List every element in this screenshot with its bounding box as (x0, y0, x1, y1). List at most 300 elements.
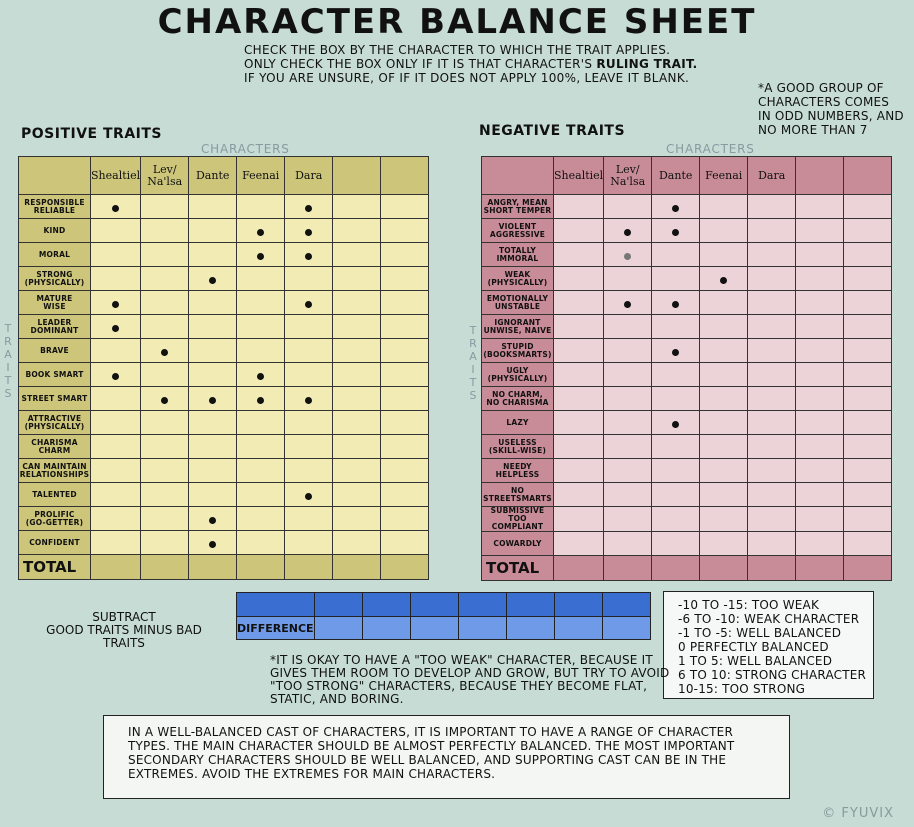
negative-checkbox-cell[interactable] (604, 267, 652, 291)
positive-checkbox-cell[interactable] (91, 531, 141, 555)
positive-total-cell[interactable] (141, 555, 189, 580)
negative-checkbox-cell[interactable] (554, 315, 604, 339)
negative-traits-title: NEGATIVE TRAITS (479, 123, 626, 139)
negative-checkbox-cell[interactable] (844, 267, 892, 291)
negative-checkbox-cell[interactable] (700, 363, 748, 387)
negative-checkbox-cell[interactable] (604, 363, 652, 387)
negative-checkbox-cell[interactable] (554, 483, 604, 507)
negative-checkbox-cell[interactable] (748, 459, 796, 483)
difference-cell[interactable] (314, 617, 362, 640)
positive-trait-label: CAN MAINTAIN RELATIONSHIPS (19, 459, 91, 483)
negative-checkbox-cell[interactable] (700, 219, 748, 243)
positive-character-header: Dara (285, 157, 333, 195)
negative-checkbox-cell[interactable] (700, 411, 748, 435)
negative-checkbox-cell[interactable] (700, 483, 748, 507)
positive-checkbox-cell[interactable] (189, 291, 237, 315)
positive-character-header (381, 157, 429, 195)
check-mark-dot (112, 301, 119, 308)
positive-checkbox-cell[interactable] (333, 507, 381, 531)
positive-checkbox-cell[interactable] (189, 363, 237, 387)
positive-total-cell[interactable] (285, 555, 333, 580)
positive-checkbox-cell[interactable] (91, 483, 141, 507)
negative-trait-label: UGLY (PHYSICALLY) (482, 363, 554, 387)
positive-trait-row (19, 363, 429, 387)
negative-checkbox-cell[interactable] (652, 532, 700, 556)
negative-checkbox-cell[interactable] (796, 291, 844, 315)
difference-cell[interactable] (237, 593, 315, 617)
negative-checkbox-cell[interactable] (700, 459, 748, 483)
check-mark-dot (305, 205, 312, 212)
positive-checkbox-cell[interactable] (237, 195, 285, 219)
difference-cell[interactable] (410, 617, 458, 640)
positive-checkbox-cell[interactable] (237, 315, 285, 339)
difference-cell[interactable] (602, 617, 650, 640)
negative-checkbox-cell[interactable] (700, 532, 748, 556)
positive-checkbox-cell[interactable] (381, 339, 429, 363)
positive-checkbox-cell[interactable] (141, 507, 189, 531)
positive-checkbox-cell[interactable] (141, 339, 189, 363)
negative-checkbox-cell[interactable] (652, 435, 700, 459)
positive-checkbox-cell[interactable] (237, 291, 285, 315)
check-mark-dot (257, 373, 264, 380)
positive-trait-label: STREET SMART (19, 387, 91, 411)
negative-checkbox-cell[interactable] (604, 411, 652, 435)
negative-checkbox-cell[interactable] (700, 339, 748, 363)
negative-checkbox-cell[interactable] (554, 532, 604, 556)
positive-checkbox-cell[interactable] (333, 315, 381, 339)
negative-checkbox-cell[interactable] (844, 291, 892, 315)
negative-checkbox-cell[interactable] (652, 195, 700, 219)
positive-trait-label: ATTRACTIVE (PHYSICALLY) (19, 411, 91, 435)
negative-checkbox-cell[interactable] (748, 411, 796, 435)
positive-checkbox-cell[interactable] (237, 459, 285, 483)
positive-checkbox-cell[interactable] (141, 195, 189, 219)
positive-checkbox-cell[interactable] (189, 507, 237, 531)
negative-checkbox-cell[interactable] (604, 387, 652, 411)
negative-checkbox-cell[interactable] (604, 532, 652, 556)
negative-checkbox-cell[interactable] (796, 483, 844, 507)
positive-checkbox-cell[interactable] (381, 195, 429, 219)
positive-checkbox-cell[interactable] (189, 459, 237, 483)
positive-total-cell[interactable] (237, 555, 285, 580)
positive-checkbox-cell[interactable] (91, 435, 141, 459)
negative-checkbox-cell[interactable] (554, 459, 604, 483)
check-mark-dot (209, 517, 216, 524)
negative-checkbox-cell[interactable] (748, 435, 796, 459)
negative-checkbox-cell[interactable] (796, 507, 844, 532)
positive-trait-label: TALENTED (19, 483, 91, 507)
positive-checkbox-cell[interactable] (141, 363, 189, 387)
negative-total-cell[interactable] (652, 556, 700, 581)
positive-checkbox-cell[interactable] (141, 387, 189, 411)
positive-checkbox-cell[interactable] (141, 291, 189, 315)
positive-character-header (333, 157, 381, 195)
positive-checkbox-cell[interactable] (381, 459, 429, 483)
negative-checkbox-cell[interactable] (652, 459, 700, 483)
negative-total-cell[interactable] (554, 556, 604, 581)
difference-cell[interactable] (362, 593, 410, 617)
positive-checkbox-cell[interactable] (285, 315, 333, 339)
negative-checkbox-cell[interactable] (748, 507, 796, 532)
positive-checkbox-cell[interactable] (285, 243, 333, 267)
positive-checkbox-cell[interactable] (237, 363, 285, 387)
positive-checkbox-cell[interactable] (285, 291, 333, 315)
positive-checkbox-cell[interactable] (285, 435, 333, 459)
positive-trait-row (19, 531, 429, 555)
negative-trait-row (482, 363, 892, 387)
positive-checkbox-cell[interactable] (333, 483, 381, 507)
positive-total-cell[interactable] (189, 555, 237, 580)
negative-checkbox-cell[interactable] (604, 243, 652, 267)
negative-checkbox-cell[interactable] (796, 219, 844, 243)
negative-trait-row (482, 411, 892, 435)
positive-checkbox-cell[interactable] (285, 339, 333, 363)
negative-total-cell[interactable] (604, 556, 652, 581)
negative-checkbox-cell[interactable] (652, 339, 700, 363)
positive-checkbox-cell[interactable] (189, 243, 237, 267)
positive-checkbox-cell[interactable] (381, 531, 429, 555)
negative-checkbox-cell[interactable] (554, 243, 604, 267)
negative-trait-row (482, 243, 892, 267)
negative-checkbox-cell[interactable] (554, 411, 604, 435)
positive-checkbox-cell[interactable] (91, 195, 141, 219)
negative-checkbox-cell[interactable] (604, 339, 652, 363)
negative-checkbox-cell[interactable] (604, 291, 652, 315)
positive-checkbox-cell[interactable] (141, 219, 189, 243)
positive-checkbox-cell[interactable] (381, 411, 429, 435)
negative-checkbox-cell[interactable] (748, 363, 796, 387)
check-mark-dot (672, 349, 679, 356)
positive-checkbox-cell[interactable] (237, 339, 285, 363)
negative-checkbox-cell[interactable] (844, 387, 892, 411)
positive-checkbox-cell[interactable] (91, 243, 141, 267)
difference-cell[interactable] (362, 617, 410, 640)
negative-checkbox-cell[interactable] (796, 411, 844, 435)
check-mark-dot (112, 205, 119, 212)
negative-trait-row (482, 339, 892, 363)
positive-checkbox-cell[interactable] (333, 291, 381, 315)
negative-checkbox-cell[interactable] (604, 507, 652, 532)
check-mark-dot (305, 493, 312, 500)
negative-checkbox-cell[interactable] (748, 267, 796, 291)
positive-checkbox-cell[interactable] (237, 531, 285, 555)
positive-total-cell[interactable] (91, 555, 141, 580)
negative-checkbox-cell[interactable] (796, 195, 844, 219)
negative-checkbox-cell[interactable] (748, 315, 796, 339)
positive-trait-row (19, 315, 429, 339)
positive-trait-label: CHARISMA CHARM (19, 435, 91, 459)
positive-checkbox-cell[interactable] (333, 243, 381, 267)
positive-trait-label: BOOK SMART (19, 363, 91, 387)
negative-checkbox-cell[interactable] (748, 291, 796, 315)
positive-total-row (19, 555, 429, 580)
positive-checkbox-cell[interactable] (237, 411, 285, 435)
negative-checkbox-cell[interactable] (844, 483, 892, 507)
negative-checkbox-cell[interactable] (554, 195, 604, 219)
check-mark-dot (720, 277, 727, 284)
positive-checkbox-cell[interactable] (333, 363, 381, 387)
positive-trait-row (19, 411, 429, 435)
negative-checkbox-cell[interactable] (844, 219, 892, 243)
negative-checkbox-cell[interactable] (700, 435, 748, 459)
positive-checkbox-cell[interactable] (189, 267, 237, 291)
negative-checkbox-cell[interactable] (652, 315, 700, 339)
negative-checkbox-cell[interactable] (604, 315, 652, 339)
negative-checkbox-cell[interactable] (844, 435, 892, 459)
positive-checkbox-cell[interactable] (333, 411, 381, 435)
negative-checkbox-cell[interactable] (700, 267, 748, 291)
negative-checkbox-cell[interactable] (700, 507, 748, 532)
negative-checkbox-cell[interactable] (604, 219, 652, 243)
negative-checkbox-cell[interactable] (796, 243, 844, 267)
check-mark-dot (305, 253, 312, 260)
page-title: CHARACTER BALANCE SHEET (157, 2, 757, 42)
positive-checkbox-cell[interactable] (381, 243, 429, 267)
negative-checkbox-cell[interactable] (796, 532, 844, 556)
negative-checkbox-cell[interactable] (748, 195, 796, 219)
positive-trait-row (19, 435, 429, 459)
instruction-line-1: CHECK THE BOX BY THE CHARACTER TO WHICH THE TRAIT APPLIES. (244, 43, 671, 57)
negative-trait-row (482, 315, 892, 339)
negative-trait-row (482, 483, 892, 507)
positive-checkbox-cell[interactable] (285, 459, 333, 483)
negative-checkbox-cell[interactable] (700, 315, 748, 339)
positive-checkbox-cell[interactable] (381, 363, 429, 387)
positive-checkbox-cell[interactable] (237, 387, 285, 411)
positive-checkbox-cell[interactable] (141, 435, 189, 459)
negative-checkbox-cell[interactable] (748, 387, 796, 411)
negative-checkbox-cell[interactable] (796, 459, 844, 483)
negative-checkbox-cell[interactable] (844, 315, 892, 339)
positive-checkbox-cell[interactable] (285, 267, 333, 291)
positive-checkbox-cell[interactable] (91, 219, 141, 243)
positive-checkbox-cell[interactable] (333, 459, 381, 483)
negative-checkbox-cell[interactable] (844, 532, 892, 556)
cast-balance-note-box (103, 715, 790, 799)
positive-checkbox-cell[interactable] (141, 243, 189, 267)
positive-checkbox-cell[interactable] (237, 267, 285, 291)
negative-checkbox-cell[interactable] (652, 291, 700, 315)
negative-total-cell[interactable] (700, 556, 748, 581)
negative-checkbox-cell[interactable] (796, 315, 844, 339)
positive-checkbox-cell[interactable] (189, 411, 237, 435)
negative-checkbox-cell[interactable] (604, 195, 652, 219)
positive-checkbox-cell[interactable] (333, 339, 381, 363)
negative-checkbox-cell[interactable] (844, 363, 892, 387)
negative-checkbox-cell[interactable] (652, 507, 700, 532)
positive-checkbox-cell[interactable] (285, 195, 333, 219)
positive-checkbox-cell[interactable] (333, 531, 381, 555)
difference-cell[interactable] (602, 593, 650, 617)
positive-checkbox-cell[interactable] (189, 339, 237, 363)
positive-checkbox-cell[interactable] (237, 243, 285, 267)
negative-checkbox-cell[interactable] (652, 363, 700, 387)
negative-checkbox-cell[interactable] (554, 291, 604, 315)
positive-checkbox-cell[interactable] (381, 435, 429, 459)
negative-checkbox-cell[interactable] (700, 195, 748, 219)
positive-checkbox-cell[interactable] (189, 219, 237, 243)
difference-cell[interactable] (458, 593, 506, 617)
cast-balance-note: IN A WELL-BALANCED CAST OF CHARACTERS, IT IS IMPORTANT TO HAVE A RANGE OF CHARACTER TYPES. THE MAIN CHARACTER SHOULD BE ALMOST PERFECTLY BALANCED. THE MOST IMPORTANT SECONDARY CHARACTERS SHOULD BE WELL BALANCED, AND SUPPORTING CAST CAN BE IN THE EXTREMES. AVOID THE EXTREMES FOR MAIN CHARACTERS. (128, 725, 735, 781)
negative-total-cell[interactable] (748, 556, 796, 581)
negative-checkbox-cell[interactable] (796, 363, 844, 387)
negative-checkbox-cell[interactable] (604, 435, 652, 459)
positive-checkbox-cell[interactable] (237, 219, 285, 243)
positive-trait-row (19, 291, 429, 315)
positive-checkbox-cell[interactable] (141, 267, 189, 291)
negative-checkbox-cell[interactable] (554, 267, 604, 291)
negative-trait-row (482, 507, 892, 532)
positive-total-cell[interactable] (381, 555, 429, 580)
positive-checkbox-cell[interactable] (237, 483, 285, 507)
positive-checkbox-cell[interactable] (91, 291, 141, 315)
positive-checkbox-cell[interactable] (91, 387, 141, 411)
difference-cell[interactable] (410, 593, 458, 617)
positive-checkbox-cell[interactable] (141, 483, 189, 507)
negative-checkbox-cell[interactable] (796, 387, 844, 411)
difference-value-row (237, 593, 651, 617)
negative-checkbox-cell[interactable] (844, 507, 892, 532)
positive-checkbox-cell[interactable] (381, 219, 429, 243)
negative-trait-label: STUPID (BOOKSMARTS) (482, 339, 554, 363)
difference-cell[interactable] (506, 593, 554, 617)
negative-checkbox-cell[interactable] (554, 387, 604, 411)
negative-checkbox-cell[interactable] (844, 339, 892, 363)
positive-checkbox-cell[interactable] (189, 315, 237, 339)
positive-checkbox-cell[interactable] (381, 267, 429, 291)
check-mark-dot (257, 253, 264, 260)
positive-checkbox-cell[interactable] (91, 459, 141, 483)
positive-checkbox-cell[interactable] (141, 459, 189, 483)
positive-checkbox-cell[interactable] (381, 315, 429, 339)
positive-checkbox-cell[interactable] (333, 435, 381, 459)
check-mark-dot (257, 229, 264, 236)
positive-checkbox-cell[interactable] (91, 363, 141, 387)
negative-checkbox-cell[interactable] (652, 483, 700, 507)
positive-checkbox-cell[interactable] (381, 483, 429, 507)
positive-total-cell[interactable] (333, 555, 381, 580)
negative-checkbox-cell[interactable] (604, 483, 652, 507)
difference-cell[interactable] (506, 617, 554, 640)
negative-checkbox-cell[interactable] (652, 243, 700, 267)
negative-trait-label: NO STREETSMARTS (482, 483, 554, 507)
negative-checkbox-cell[interactable] (652, 219, 700, 243)
negative-traits-table (481, 156, 892, 581)
negative-checkbox-cell[interactable] (652, 411, 700, 435)
positive-checkbox-cell[interactable] (91, 339, 141, 363)
positive-checkbox-cell[interactable] (189, 387, 237, 411)
positive-checkbox-cell[interactable] (91, 315, 141, 339)
negative-checkbox-cell[interactable] (748, 339, 796, 363)
negative-checkbox-cell[interactable] (796, 267, 844, 291)
negative-trait-row (482, 435, 892, 459)
positive-checkbox-cell[interactable] (189, 483, 237, 507)
positive-trait-row (19, 507, 429, 531)
positive-checkbox-cell[interactable] (333, 195, 381, 219)
positive-checkbox-cell[interactable] (141, 315, 189, 339)
difference-cell[interactable] (314, 593, 362, 617)
negative-checkbox-cell[interactable] (652, 267, 700, 291)
negative-trait-label: IGNORANT UNWISE, NAIVE (482, 315, 554, 339)
difference-cell[interactable] (554, 593, 602, 617)
negative-checkbox-cell[interactable] (604, 459, 652, 483)
positive-checkbox-cell[interactable] (333, 387, 381, 411)
positive-checkbox-cell[interactable] (141, 531, 189, 555)
negative-checkbox-cell[interactable] (748, 243, 796, 267)
negative-checkbox-cell[interactable] (748, 532, 796, 556)
negative-checkbox-cell[interactable] (796, 339, 844, 363)
positive-checkbox-cell[interactable] (237, 435, 285, 459)
negative-trait-label: LAZY (482, 411, 554, 435)
positive-trait-label: LEADER DOMINANT (19, 315, 91, 339)
positive-character-header: Shealtiel (91, 157, 141, 195)
check-mark-dot (624, 253, 631, 260)
positive-checkbox-cell[interactable] (381, 387, 429, 411)
negative-checkbox-cell[interactable] (844, 459, 892, 483)
negative-total-cell[interactable] (844, 556, 892, 581)
negative-checkbox-cell[interactable] (554, 435, 604, 459)
negative-checkbox-cell[interactable] (700, 243, 748, 267)
positive-checkbox-cell[interactable] (333, 267, 381, 291)
positive-checkbox-cell[interactable] (285, 219, 333, 243)
negative-total-cell[interactable] (796, 556, 844, 581)
positive-checkbox-cell[interactable] (285, 531, 333, 555)
negative-trait-row (482, 267, 892, 291)
negative-checkbox-cell[interactable] (554, 219, 604, 243)
positive-checkbox-cell[interactable] (285, 411, 333, 435)
positive-checkbox-cell[interactable] (333, 219, 381, 243)
negative-checkbox-cell[interactable] (844, 243, 892, 267)
negative-checkbox-cell[interactable] (748, 219, 796, 243)
negative-checkbox-cell[interactable] (554, 339, 604, 363)
negative-checkbox-cell[interactable] (844, 195, 892, 219)
positive-checkbox-cell[interactable] (91, 507, 141, 531)
positive-checkbox-cell[interactable] (285, 387, 333, 411)
positive-checkbox-cell[interactable] (189, 435, 237, 459)
negative-character-header: Shealtiel (554, 157, 604, 195)
negative-checkbox-cell[interactable] (652, 387, 700, 411)
difference-cell[interactable] (554, 617, 602, 640)
negative-checkbox-cell[interactable] (796, 435, 844, 459)
positive-checkbox-cell[interactable] (285, 483, 333, 507)
negative-checkbox-cell[interactable] (748, 483, 796, 507)
positive-checkbox-cell[interactable] (381, 507, 429, 531)
balance-scale-legend: -10 TO -15: TOO WEAK -6 TO -10: WEAK CHARACTER -1 TO -5: WELL BALANCED 0 PERFECTLY BALANCED 1 TO 5: WELL BALANCED 6 TO 10: STRONG CHARACTER 10-15: TOO STRONG (663, 591, 874, 699)
negative-trait-row (482, 291, 892, 315)
negative-checkbox-cell[interactable] (700, 291, 748, 315)
positive-checkbox-cell[interactable] (189, 195, 237, 219)
positive-checkbox-cell[interactable] (141, 411, 189, 435)
negative-character-header (796, 157, 844, 195)
check-mark-dot (305, 229, 312, 236)
positive-checkbox-cell[interactable] (285, 507, 333, 531)
instruction-line-2: ONLY CHECK THE BOX ONLY IF IT IS THAT CHARACTER'S RULING TRAIT. (244, 57, 698, 71)
positive-checkbox-cell[interactable] (381, 291, 429, 315)
negative-checkbox-cell[interactable] (554, 507, 604, 532)
positive-checkbox-cell[interactable] (91, 411, 141, 435)
positive-checkbox-cell[interactable] (237, 507, 285, 531)
negative-checkbox-cell[interactable] (844, 411, 892, 435)
negative-checkbox-cell[interactable] (700, 387, 748, 411)
negative-total-row (482, 556, 892, 581)
difference-cell[interactable] (458, 617, 506, 640)
positive-checkbox-cell[interactable] (189, 531, 237, 555)
negative-trait-row (482, 219, 892, 243)
positive-checkbox-cell[interactable] (285, 363, 333, 387)
negative-checkbox-cell[interactable] (554, 363, 604, 387)
negative-trait-label: ANGRY, MEAN SHORT TEMPER (482, 195, 554, 219)
positive-checkbox-cell[interactable] (91, 267, 141, 291)
